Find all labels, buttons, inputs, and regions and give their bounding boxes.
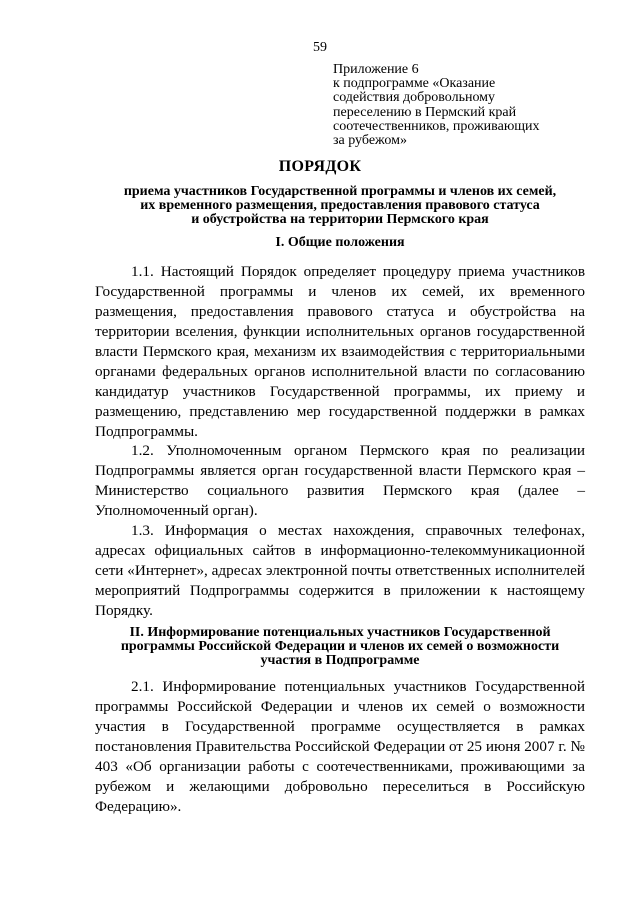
paragraph-1-1: 1.1. Настоящий Порядок определяет процедуру приема участников Государственной программы и членов их семей, их временного размещения, предоставления правового статуса и обустройства на территории вселения, функции исполнительных органов государственной власти Пермского края, механизм их взаимодействия с территориальными органами федеральных органов исполнительной власти по согласованию кандидатур участников Государственной программы, их приему и размещению, представлению мер государственной поддержки в рамках Подпрограммы. [95,263,585,440]
paragraph-1-3: 1.3. Информация о местах нахождения, справочных телефонах, адресах официальных сайтов в информационно-телекоммуникационной сети «Интернет», адресах электронной почты ответственных исполнителей мероприятий Подпрограммы содержится в приложении к настоящему Порядку. [95,522,585,619]
section-1-heading: I. Общие положения [275,235,405,250]
document-title: ПОРЯДОК [278,158,362,175]
subtitle-line: и обустройства на территории Пермского края [191,212,489,227]
page-number: 59 [313,40,327,55]
paragraph-2-1: 2.1. Информирование потенциальных участников Государственной программы Российской Федерации и членов их семей о возможности участия в Государственной программе осуществляется в рамках постановления Правительства Российской Федерации от 25 июня 2007 г. № 403 «Об организации работы с соотечественниками, проживающими за рубежом и желающими добровольно переселиться в Российскую Федерацию». [95,678,585,815]
appendix-line: к подпрограмме «Оказание [333,76,496,92]
section-2-heading-line: участия в Подпрограмме [260,653,420,668]
appendix-block [333,63,603,148]
section-2-heading-line: программы Российской Федерации и членов их семей о возможности [120,639,560,654]
section-2-heading [95,626,585,668]
document-subtitle [95,185,585,227]
appendix-line: Приложение 6 [333,62,419,77]
appendix-line: за рубежом» [333,133,407,149]
appendix-line: переселению в Пермский край [333,104,517,120]
appendix-line: соотечественников, проживающих [333,118,540,134]
paragraph-1-2: 1.2. Уполномоченным органом Пермского края по реализации Подпрограммы является орган государственной власти Пермского края – Министерство социального развития Пермского края (далее – Уполномоченный орган). [95,442,585,519]
subtitle-line: их временного размещения, предоставления правового статуса [140,198,540,213]
section-2-heading-line: II. Информирование потенциальных участников Государственной [129,625,551,640]
subtitle-line: приема участников Государственной программы и членов их семей, [123,184,557,199]
appendix-line: содействия добровольному [333,90,496,106]
